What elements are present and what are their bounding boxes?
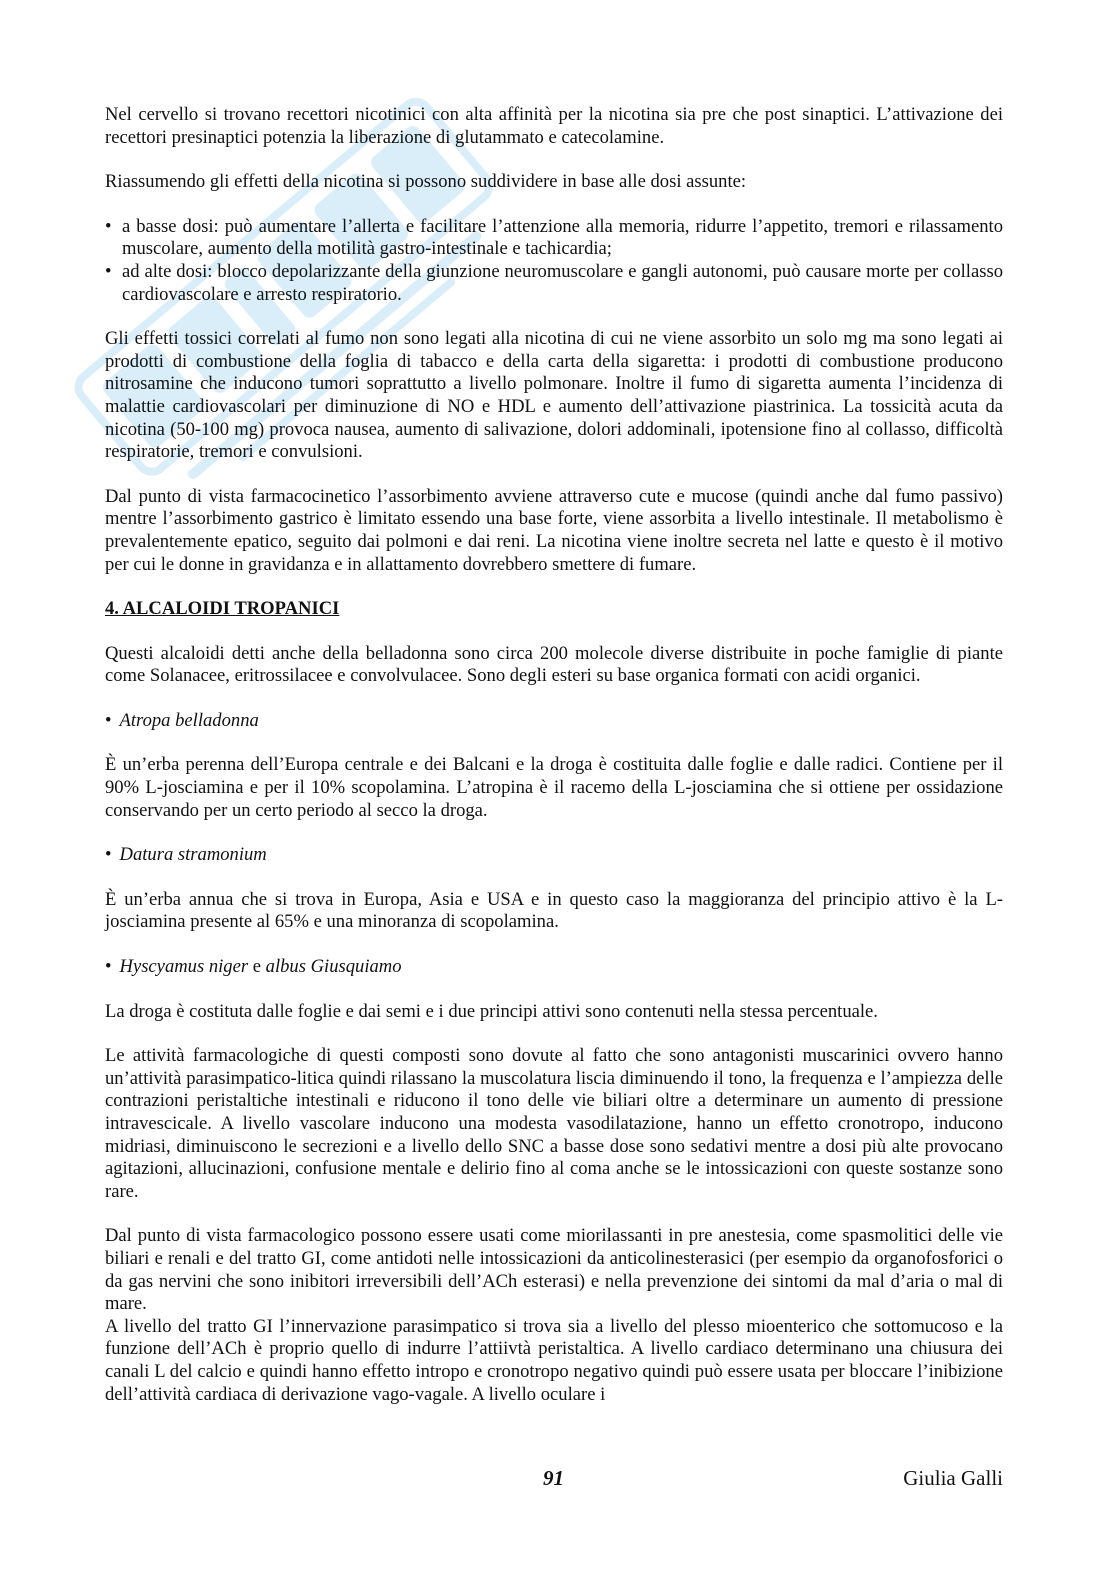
plant-heading-hyoscyamus: • Hyscyamus niger e albus Giusquiamo [105,956,402,978]
paragraph-tropane-intro: Questi alcaloidi detti anche della belladonna sono circa 200 molecole diverse distribuite in poche famiglie di piante come Solanacee, eritrossilacee e convolvulacee. Sono degli esteri su base organica formati con acidi organici. [105,642,1003,687]
list-item: • a basse dosi: può aumentare l’allerta e facilitare l’attenzione alla memoria, ridurre l’appetito, tremori e rilassamento muscolare, aumento della motilità gastro-intestinale e tachicardia; [105,215,1003,260]
bullet-icon: • [105,260,112,282]
paragraph-toxic-effects: Gli effetti tossici correlati al fumo non sono legati alla nicotina di cui ne viene assorbito un solo mg ma sono legati ai prodotti di combustione della foglia di tabacco e della carta della sigaretta: i prodotti di combustione producono nitrosamine che inducono tumori soprattutto a livello polmonare. Inoltre il fumo di sigaretta aumenta l’incidenza di malattie cardiovascolari per diminuzione di NO e HDL e aumento dell’attivazione piastrinica. La tossicità acuta da nicotina (50-100 mg) provoca nausea, aumento di salivazione, dolori addominali, ipotensione fino al collasso, difficoltà respiratorie, tremori e convulsioni. [105,328,1003,463]
section-heading: 4. ALCALOIDI TROPANICI [105,598,340,620]
author-name: Giulia Galli [903,1466,1003,1490]
bullet-icon: • [105,844,112,866]
paragraph-atropa: È un’erba perenna dell’Europa centrale e dei Balcani e la droga è costituita dalle foglie e dalle radici. Contiene per il 90% L-josciamina e per il 10% scopolamina. L’atropina è il racemo della L-josciamina che si ottiene per ossidazione conservando per un certo periodo al secco la droga. [105,754,1003,821]
bullet-icon: • [105,215,112,237]
bullet-icon: • [105,709,112,731]
paragraph-pharmacokinetics: Dal punto di vista farmacocinetico l’assorbimento avviene attraverso cute e mucose (quindi anche dal fumo passivo) mentre l’assorbimento gastrico è limitato essendo una base forte, viene assorbita a livello intestinale. Il metabolismo è prevalentemente epatico, seguito dai polmoni e dai reni. La nicotina viene inoltre secreta nel latte e questo è il motivo per cui le donne in gravidanza e in allattamento dovrebbero smettere di fumare. [105,485,1003,575]
paragraph-datura: È un’erba annua che si trova in Europa, Asia e USA e in questo caso la maggioranza del principio attivo è la L-josciamina presente al 65% e una minoranza di scopolamina. [105,888,1003,933]
paragraph-nicotinic-receptors: Nel cervello si trovano recettori nicotinici con alta affinità per la nicotina sia pre che post sinaptici. L’attivazione dei recettori presinaptici potenzia la liberazione di glutammato e catecolamine. [105,104,1003,148]
page-footer [105,1466,1003,1492]
paragraph-hyoscyamus: La droga è costituta dalle foglie e dai semi e i due principi attivi sono contenuti nella stessa percentuale. [105,1000,878,1022]
plant-heading-atropa: • Atropa belladonna [105,709,259,731]
paragraph-gi-tract: A livello del tratto GI l’innervazione parasimpatico si trova sia a livello del plesso mioenterico che sottomucoso e la funzione dell’ACh è proprio quello di indurre l’attiivtà peristaltica. A livello cardiaco determinano una chiusura dei canali L del calcio e quindi hanno effetto intropo e cronotropo negativo quindi può essere usata per bloccare l’inibizione dell’attività cardiaca di derivazione vago-vagale. A livello oculare i [105,1315,1003,1405]
list-item: • ad alte dosi: blocco depolarizzante della giunzione neuromuscolare e gangli autonomi, può causare morte per collasso cardiovascolare e arresto respiratorio. [105,260,1003,305]
plant-heading-datura: • Datura stramonium [105,844,267,866]
page-body [105,104,1003,1406]
paragraph-pharmacological-activity: Le attività farmacologiche di questi composti sono dovute al fatto che sono antagonisti muscarinici ovvero hanno un’attività parasimpatico-litica quindi rilassano la muscolatura liscia diminuendo il tono, la frequenza e l’ampiezza delle contrazioni peristaltiche intestinali e riducono il tono delle vie biliari oltre a determinare un aumento di pressione intravescicale. A livello vascolare inducono una modesta vasodilatazione, hanno un effetto cronotropo, inducono midriasi, diminuiscono le secrezioni e a livello dello SNC a basse dose sono sedativi mentre a dosi più alte provocano agitazioni, allucinazioni, confusione mentale e delirio fino al coma anche se le intossicazioni con queste sostanze sono rare. [105,1045,1003,1202]
paragraph-therapeutic-use: Dal punto di vista farmacologico possono essere usati come miorilassanti in pre anestesia, come spasmolitici delle vie biliari e renali e del tratto GI, come antidoti nelle intossicazioni da anticolinesterasici (per esempio da organofosforici o da gas nervini che sono inibitori irreversibili dell’ACh esterasi) e nella prevenzione dei sintomi da mal d’aria o mal di mare. [105,1225,1003,1315]
page-number: 91 [543,1466,564,1490]
dose-effects-list [105,216,1003,306]
bullet-icon: • [105,956,112,978]
paragraph-dose-intro: Riassumendo gli effetti della nicotina si possono suddividere in base alle dosi assunte: [105,171,747,193]
